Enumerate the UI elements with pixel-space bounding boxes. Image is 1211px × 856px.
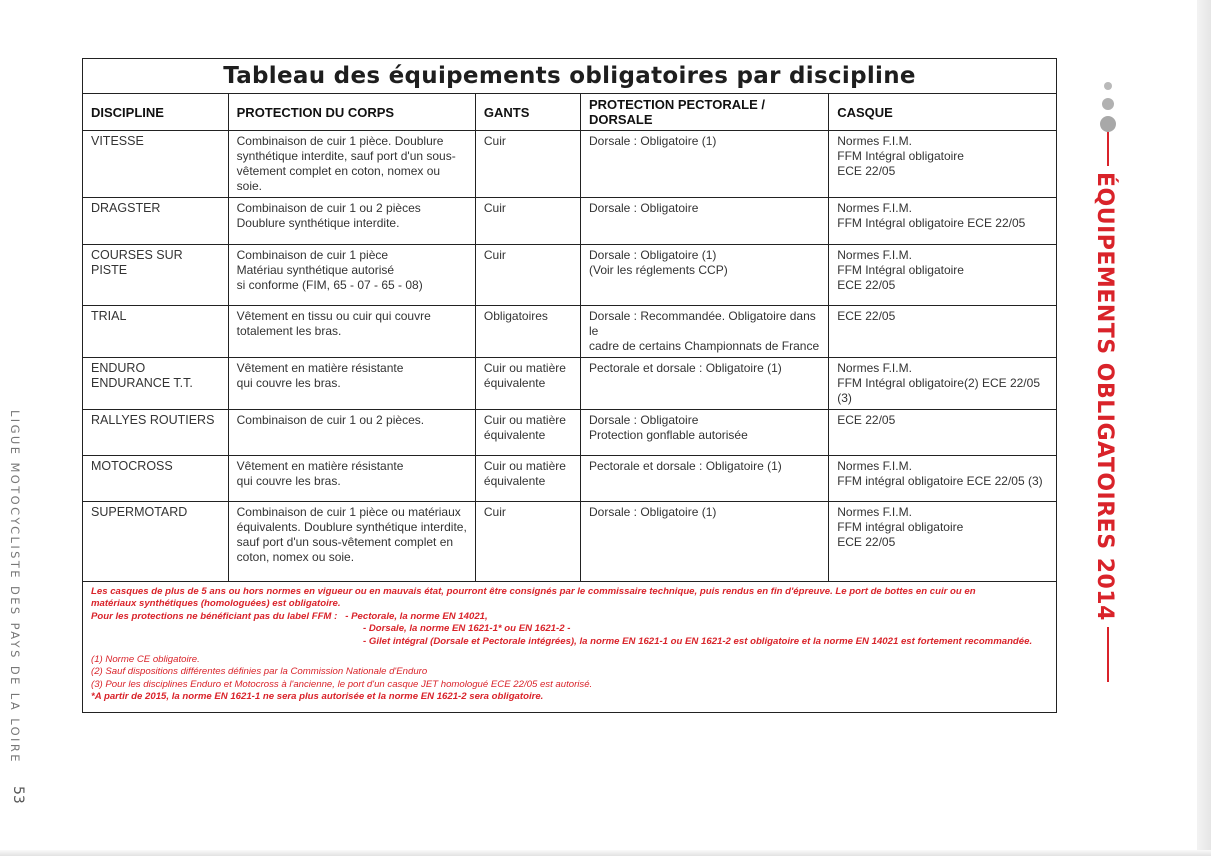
cell-discipline	[83, 502, 228, 582]
cell-corps	[228, 456, 475, 502]
cell-line: ENDURANCE T.T.	[91, 376, 193, 390]
cell-line: (Voir les réglements CCP)	[588, 263, 728, 277]
cell-line: Dorsale : Obligatoire	[588, 201, 699, 215]
cell-discipline	[83, 245, 228, 306]
cell-line: COURSES SUR PISTE	[91, 248, 183, 277]
cell-line: FFM Intégral obligatoire ECE 22/05	[837, 216, 1026, 230]
cell-corps	[228, 502, 475, 582]
cell-gants	[475, 306, 580, 358]
cell-line: TRIAL	[91, 309, 127, 323]
cell-line: Normes F.I.M.	[837, 361, 912, 375]
table-row	[83, 306, 1056, 358]
cell-line: Normes F.I.M.	[837, 248, 912, 262]
cell-line: coton, nomex ou soie.	[236, 550, 355, 564]
cell-line: équivalente	[483, 428, 546, 442]
cell-discipline	[83, 131, 228, 198]
cell-line: Pectorale et dorsale : Obligatoire (1)	[588, 459, 782, 473]
cell-line: FFM Intégral obligatoire	[837, 149, 964, 163]
cell-casque	[829, 131, 1056, 198]
page-title: Tableau des équipements obligatoires par discipline	[83, 59, 1056, 94]
cell-discipline	[83, 456, 228, 502]
cell-corps	[228, 410, 475, 456]
cell-line: qui couvre les bras.	[236, 474, 341, 488]
cell-line: SUPERMOTARD	[91, 505, 188, 519]
cell-casque	[829, 410, 1056, 456]
cell-pectorale	[580, 410, 828, 456]
note-ffm-1: - Pectorale, la norme EN 14021,	[345, 610, 488, 622]
cell-line: Pectorale et dorsale : Obligatoire (1)	[588, 361, 782, 375]
cell-line: Matériau synthétique autorisé	[236, 263, 395, 277]
right-margin	[1088, 76, 1128, 686]
cell-line: Cuir	[483, 201, 506, 215]
table-header-row	[83, 94, 1056, 131]
cell-casque	[829, 502, 1056, 582]
cell-line: Vêtement en tissu ou cuir qui couvre	[236, 309, 431, 323]
cell-line: Normes F.I.M.	[837, 459, 912, 473]
cell-line: Cuir	[483, 505, 506, 519]
cell-line: Combinaison de cuir 1 ou 2 pièces.	[236, 413, 425, 427]
table-row	[83, 358, 1056, 410]
cell-corps	[228, 131, 475, 198]
cell-line: Cuir ou matière	[483, 413, 566, 427]
cell-line: Doublure synthétique interdite.	[236, 216, 400, 230]
cell-line: ECE 22/05	[837, 413, 896, 427]
cell-pectorale	[580, 306, 828, 358]
equipment-frame	[82, 58, 1057, 713]
cell-line: Vêtement en matière résistante	[236, 361, 404, 375]
note-ffm-3: - Gilet intégral (Dorsale et Pectorale intégrées), la norme EN 1621-1 ou EN 1621-2 est obligatoire et la norme EN 14021 est fortement recommandée.	[363, 635, 1033, 647]
table-row	[83, 410, 1056, 456]
table-row	[83, 502, 1056, 582]
footnote-1: (1) Norme CE obligatoire.	[91, 654, 200, 666]
cell-pectorale	[580, 198, 828, 245]
cell-line: RALLYES ROUTIERS	[91, 413, 215, 427]
cell-line: si conforme (FIM, 65 - 07 - 65 - 08)	[236, 278, 423, 292]
note-helmets-cont: matériaux synthétiques (homologuées) est obligatoire.	[91, 598, 341, 610]
note-ffm	[91, 611, 1048, 623]
footnote-3: (3) Pour les disciplines Enduro et Motocross à l'ancienne, le port d'un casque JET homologué ECE 22/05 est autorisé.	[91, 678, 593, 690]
decor-dot-icon	[1102, 98, 1114, 110]
cell-line: totalement les bras.	[236, 324, 342, 338]
cell-line: FFM Intégral obligatoire(2) ECE 22/05 (3)	[837, 376, 1040, 405]
cell-casque	[829, 198, 1056, 245]
cell-gants	[475, 131, 580, 198]
cell-pectorale	[580, 358, 828, 410]
header-casque: CASQUE	[829, 94, 1056, 131]
cell-line: cadre de certains Championnats de France	[588, 339, 820, 353]
cell-line: Dorsale : Obligatoire	[588, 413, 699, 427]
cell-line: équivalents. Doublure synthétique interdite,	[236, 520, 467, 534]
cell-line: Cuir	[483, 248, 506, 262]
cell-line: FFM Intégral obligatoire	[837, 263, 964, 277]
cell-line: Cuir ou matière	[483, 459, 566, 473]
cell-line: ECE 22/05	[837, 164, 896, 178]
cell-line: DRAGSTER	[91, 201, 161, 215]
header-corps: PROTECTION DU CORPS	[228, 94, 475, 131]
cell-line: Normes F.I.M.	[837, 201, 912, 215]
notes	[83, 582, 1056, 704]
decor-dot-icon	[1100, 116, 1116, 132]
note-helmets: Les casques de plus de 5 ans ou hors normes en vigueur ou en mauvais état, pourront être consignés par le commissaire technique, puis rendus en fin d'épreuve. Le port de bottes en cuir ou en	[91, 586, 976, 597]
cell-line: Dorsale : Obligatoire (1)	[588, 134, 717, 148]
cell-line: Combinaison de cuir 1 pièce. Doublure	[236, 134, 444, 148]
cell-casque	[829, 358, 1056, 410]
cell-line: Cuir	[483, 134, 506, 148]
cell-line: ENDURO	[91, 361, 146, 375]
cell-line: qui couvre les bras.	[236, 376, 341, 390]
cell-line: Vêtement en matière résistante	[236, 459, 404, 473]
table-row	[83, 198, 1056, 245]
cell-line: Normes F.I.M.	[837, 505, 912, 519]
section-title-vertical: ÉQUIPEMENTS OBLIGATOIRES 2014	[1092, 166, 1117, 627]
cell-line: FFM intégral obligatoire ECE 22/05 (3)	[837, 474, 1043, 488]
cell-corps	[228, 198, 475, 245]
cell-gants	[475, 245, 580, 306]
cell-line: FFM intégral obligatoire	[837, 520, 964, 534]
cell-line: Protection gonflable autorisée	[588, 428, 748, 442]
cell-line: vêtement complet en coton, nomex ou soie.	[236, 164, 441, 193]
page-edge	[1197, 0, 1211, 856]
note-ffm-label: Pour les protections ne bénéficiant pas du label FFM :	[91, 610, 338, 622]
cell-gants	[475, 358, 580, 410]
cell-corps	[228, 358, 475, 410]
table-row	[83, 245, 1056, 306]
table-row	[83, 131, 1056, 198]
cell-line: Dorsale : Recommandée. Obligatoire dans le	[588, 309, 816, 338]
cell-casque	[829, 245, 1056, 306]
cell-line: équivalente	[483, 474, 546, 488]
left-margin	[8, 410, 32, 810]
cell-gants	[475, 456, 580, 502]
cell-discipline	[83, 306, 228, 358]
cell-gants	[475, 198, 580, 245]
cell-line: sauf port d'un sous-vêtement complet en	[236, 535, 454, 549]
cell-line: ECE 22/05	[837, 278, 896, 292]
cell-discipline	[83, 358, 228, 410]
cell-line: synthétique interdite, sauf port d'un sous-	[236, 149, 456, 163]
cell-line: Combinaison de cuir 1 ou 2 pièces	[236, 201, 421, 215]
cell-line: ECE 22/05	[837, 309, 896, 323]
cell-casque	[829, 306, 1056, 358]
cell-pectorale	[580, 245, 828, 306]
cell-discipline	[83, 410, 228, 456]
note-ffm-2: - Dorsale, la norme EN 1621-1* ou EN 1621-2 -	[363, 623, 571, 635]
header-gants: GANTS	[475, 94, 580, 131]
cell-line: Combinaison de cuir 1 pièce ou matériaux	[236, 505, 461, 519]
cell-line: VITESSE	[91, 134, 144, 148]
cell-gants	[475, 502, 580, 582]
footnote-2: (2) Sauf dispositions différentes définies par la Commission Nationale d'Enduro	[91, 666, 428, 678]
cell-line: Normes F.I.M.	[837, 134, 912, 148]
cell-casque	[829, 456, 1056, 502]
page-edge-bottom	[0, 850, 1211, 856]
equipment-table	[83, 94, 1056, 582]
cell-line: MOTOCROSS	[91, 459, 173, 473]
cell-pectorale	[580, 131, 828, 198]
cell-line: Cuir ou matière	[483, 361, 566, 375]
footnote-4: *A partir de 2015, la norme EN 1621-1 ne sera plus autorisée et la norme EN 1621-2 sera obligatoire.	[91, 691, 544, 703]
cell-line: Obligatoires	[483, 309, 548, 323]
cell-discipline	[83, 198, 228, 245]
cell-pectorale	[580, 502, 828, 582]
header-pectorale: PROTECTION PECTORALE / DORSALE	[580, 94, 828, 131]
league-footer: LIGUE MOTOCYCLISTE DES PAYS DE LA LOIRE	[8, 410, 22, 764]
cell-corps	[228, 245, 475, 306]
cell-line: Dorsale : Obligatoire (1)	[588, 505, 717, 519]
page-number: 53	[10, 786, 26, 804]
cell-line: Combinaison de cuir 1 pièce	[236, 248, 389, 262]
table-row	[83, 456, 1056, 502]
header-discipline: DISCIPLINE	[83, 94, 228, 131]
cell-pectorale	[580, 456, 828, 502]
cell-line: équivalente	[483, 376, 546, 390]
cell-corps	[228, 306, 475, 358]
decor-dot-icon	[1104, 82, 1112, 90]
cell-line: ECE 22/05	[837, 535, 896, 549]
cell-gants	[475, 410, 580, 456]
cell-line: Dorsale : Obligatoire (1)	[588, 248, 717, 262]
